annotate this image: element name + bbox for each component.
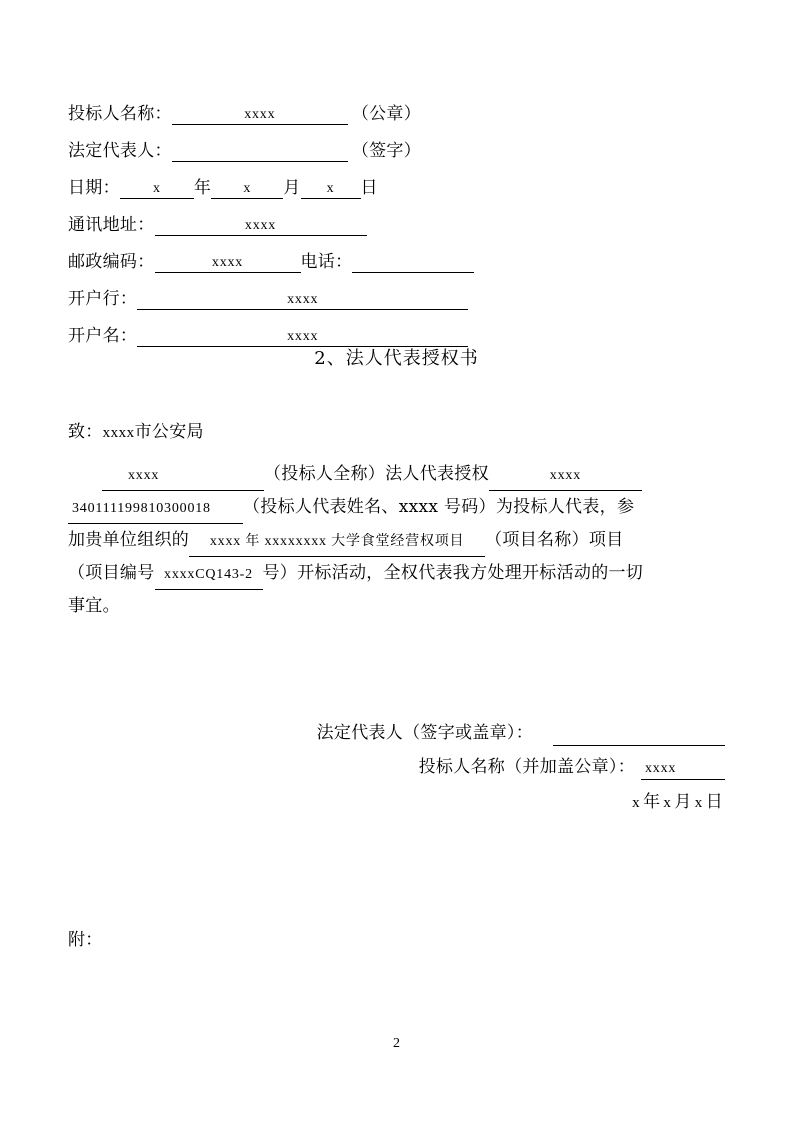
addressee-org-suffix: 市公安局 bbox=[134, 422, 204, 442]
zipcode-field[interactable]: xxxx bbox=[155, 256, 301, 273]
authorization-paragraph bbox=[68, 458, 725, 623]
representative-name-field[interactable]: xxxx bbox=[489, 461, 642, 491]
signature-date-month-unit: 月 bbox=[674, 792, 692, 812]
date-year-field[interactable]: x bbox=[120, 182, 194, 199]
signature-date-year-unit: 年 bbox=[643, 792, 661, 812]
form-row-zipcode-telephone bbox=[68, 236, 725, 273]
project-name-field[interactable]: xxxx 年 xxxxxxxx 大学食堂经营权项目 bbox=[189, 527, 485, 557]
line4-suffix-text: 号）开标活动，全权代表我方处理开标活动的一切 bbox=[262, 563, 644, 583]
form-row-bidder-name bbox=[68, 88, 725, 125]
signature-date-month-value: x bbox=[663, 795, 672, 811]
signature-block bbox=[68, 712, 725, 811]
form-row-date bbox=[68, 162, 725, 199]
paragraph-line-3 bbox=[68, 524, 725, 557]
bidder-name-field[interactable]: xxxx bbox=[172, 108, 348, 125]
project-number-field[interactable]: xxxxCQ143-2 bbox=[155, 560, 263, 590]
bank-label: 开户行： bbox=[68, 289, 138, 309]
paragraph-line-5 bbox=[68, 590, 725, 623]
bidder-name-seal-note: （公章） bbox=[351, 104, 422, 124]
signature-row-bidder-name bbox=[68, 746, 725, 780]
addressee-line bbox=[68, 424, 204, 441]
signature-date-day-unit: 日 bbox=[705, 792, 723, 812]
account-name-label: 开户名： bbox=[68, 326, 138, 346]
telephone-field[interactable] bbox=[352, 270, 474, 273]
line1-static-text: （投标人全称）法人代表授权 bbox=[264, 464, 489, 484]
line2-static-text: （投标人代表姓名、xxxx 号码）为投标人代表，参 bbox=[243, 497, 635, 517]
form-row-bank bbox=[68, 273, 725, 310]
zipcode-label: 邮政编码： bbox=[68, 252, 155, 272]
date-label: 日期： bbox=[68, 178, 120, 198]
date-month-unit: 月 bbox=[283, 178, 301, 198]
addressee-prefix: 致： bbox=[68, 422, 103, 442]
signature-legal-representative-field[interactable] bbox=[553, 742, 725, 746]
legal-representative-field[interactable] bbox=[172, 159, 348, 162]
address-field[interactable]: xxxx bbox=[155, 219, 367, 236]
line4-prefix-text: （项目编号 bbox=[68, 563, 155, 583]
date-month-field[interactable]: x bbox=[211, 182, 283, 199]
paragraph-line-2 bbox=[68, 491, 725, 524]
date-day-field[interactable]: x bbox=[301, 182, 361, 199]
form-row-legal-representative bbox=[68, 125, 725, 162]
date-day-unit: 日 bbox=[360, 178, 378, 198]
bidder-info-form bbox=[68, 88, 725, 347]
signature-bidder-name-field[interactable]: xxxx bbox=[641, 762, 725, 780]
legal-representative-label: 法定代表人： bbox=[68, 141, 172, 161]
line3-suffix-text: （项目名称）项目 bbox=[485, 530, 624, 550]
line3-prefix-text: 加贵单位组织的 bbox=[68, 530, 190, 550]
address-label: 通讯地址： bbox=[68, 215, 155, 235]
bidder-name-label: 投标人名称： bbox=[68, 104, 172, 124]
signature-row-legal-representative bbox=[68, 712, 725, 746]
signature-date-year-value: x bbox=[632, 795, 641, 811]
paragraph-line-4 bbox=[68, 557, 725, 590]
bank-field[interactable]: xxxx bbox=[137, 293, 468, 310]
account-name-field[interactable]: xxxx bbox=[137, 330, 468, 347]
signature-date-day-value: x bbox=[694, 795, 703, 811]
representative-id-number-field[interactable]: 340111199810300018 bbox=[68, 494, 243, 524]
form-row-address bbox=[68, 199, 725, 236]
signature-bidder-name-label: 投标人名称（并加盖公章）： bbox=[418, 757, 635, 777]
date-year-unit: 年 bbox=[193, 178, 212, 198]
addressee-org-code: xxxx bbox=[102, 425, 135, 441]
attachment-label: 附： bbox=[68, 930, 103, 950]
section-title: 2、法人代表授权书 bbox=[314, 348, 479, 369]
form-row-account-name bbox=[68, 310, 725, 347]
signature-date bbox=[68, 780, 725, 811]
paragraph-line-1 bbox=[68, 458, 725, 491]
legal-representative-signature-note: （签字） bbox=[351, 141, 422, 161]
signature-legal-representative-label: 法定代表人（签字或盖章）： bbox=[316, 723, 533, 743]
page-number: 2 bbox=[393, 1036, 400, 1051]
company-full-name-field[interactable]: xxxx bbox=[102, 461, 264, 491]
line5-static-text: 事宜。 bbox=[68, 596, 120, 616]
telephone-label: 电话： bbox=[300, 252, 353, 272]
